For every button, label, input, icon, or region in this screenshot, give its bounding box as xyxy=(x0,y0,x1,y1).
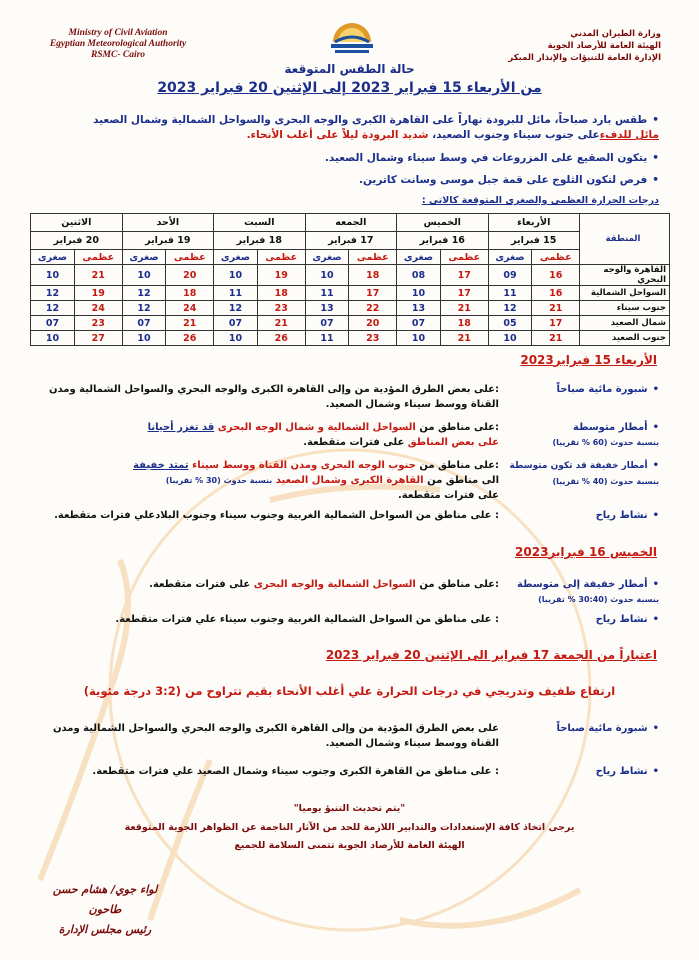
min-temp-cell: 11 xyxy=(488,286,532,301)
max-temp-cell: 18 xyxy=(257,286,305,301)
max-temp-cell: 21 xyxy=(532,331,580,346)
update-note: "يتم تحديث التنبؤ يوميا" xyxy=(293,803,406,814)
min-temp-cell: 11 xyxy=(305,331,349,346)
summary-b1-part-d: شديد البرودة ليلاً على أغلب الأنحاء. xyxy=(246,129,429,141)
min-temp-cell: 10 xyxy=(31,331,75,346)
safety-wish: الهيئة العامة للأرصاد الجوية تتمنى السلامة للجميع xyxy=(234,840,465,851)
min-temp-cell: 12 xyxy=(31,301,75,316)
max-temp-cell: 24 xyxy=(166,301,214,316)
region-name: شمال الصعيد xyxy=(580,316,670,331)
min-temp-cell: 10 xyxy=(214,265,258,286)
sec2-rain-label: •أمطار خفيفة إلى متوسطة بنسبة حدوث (30:40 % تقريبا) xyxy=(517,579,659,604)
min-temp-cell: 10 xyxy=(488,331,532,346)
sec2-rain-row xyxy=(40,577,659,611)
max-label-day-6: عظمى xyxy=(74,250,122,265)
sec1-fog-row xyxy=(40,382,659,414)
header-en-line-1: Ministry of Civil Aviation xyxy=(68,28,168,38)
day-name-3: الجمعه xyxy=(305,214,396,232)
max-temp-cell: 26 xyxy=(166,331,214,346)
day-date-1: 15 فبراير xyxy=(488,232,579,250)
precaution-note: يرجى اتخاذ كافة الإستعدادات والتدابير اللازمة للحد من الآثار الناجمة عن الظواهر الجوية المتوقعة xyxy=(124,822,575,833)
sec2-wind-label: •نشاط رياح xyxy=(595,614,659,625)
min-temp-cell: 11 xyxy=(214,286,258,301)
min-temp-cell: 12 xyxy=(122,301,166,316)
section-fri-mon-title: اعتباراً من الجمعة 17 فبراير الى الإثنين 20 فبراير 2023 xyxy=(325,648,657,662)
table-row xyxy=(31,301,670,316)
sec1-light-rain-text: :على مناطق من جنوب الوجه البحرى ومدن القناة ووسط سيناء تمتد خفيفة الى مناطق من القاهرة الكبرى وشمال الصعيد بنسبة حدوث (30 % تقريبا) على فترات متقطعة. xyxy=(133,460,499,501)
max-label-day-3: عظمى xyxy=(349,250,397,265)
summary-b1-part-c: على جنوب سيناء وجنوب الصعيد، xyxy=(432,129,600,141)
forecast-title: حالة الطقس المتوقعة xyxy=(284,62,415,76)
header-ar-line-1: وزارة الطيران المدني xyxy=(570,29,661,39)
sec3-wind-text: : على مناطق من القاهرة الكبرى وجنوب سيناء وشمال الصعيد علي فترات متقطعة. xyxy=(92,766,499,777)
min-temp-cell: 12 xyxy=(488,301,532,316)
min-temp-cell: 10 xyxy=(305,265,349,286)
min-temp-cell: 07 xyxy=(122,316,166,331)
sec3-wind-row xyxy=(40,764,659,782)
temperature-table xyxy=(30,213,670,346)
day-date-6: 20 فبراير xyxy=(31,232,123,250)
max-temp-cell: 21 xyxy=(257,316,305,331)
day-name-5: الأحد xyxy=(122,214,213,232)
max-temp-cell: 23 xyxy=(349,331,397,346)
max-temp-cell: 21 xyxy=(532,301,580,316)
sec1-fog-text: :على بعض الطرق المؤدية من وإلى القاهرة الكبرى والوجه البحري والسواحل الشمالية ومدن القناة ووسط سيناء وشمال الصعيد. xyxy=(48,384,499,410)
max-temp-cell: 20 xyxy=(166,265,214,286)
max-label-day-5: عظمى xyxy=(166,250,214,265)
signature-title: رئيس مجلس الإدارة xyxy=(58,923,152,936)
region-name: جنوب الصعيد xyxy=(580,331,670,346)
max-temp-cell: 23 xyxy=(257,301,305,316)
min-temp-cell: 08 xyxy=(397,265,441,286)
summary-bullet-1: •طقس بارد صباحاً، مائل للبرودة نهاراً على القاهرة الكبرى والوجه البحرى والسواحل الشمالية وشمال الصعيد مائل للدفءعلى جنوب سيناء وجنوب الصعيد، شديد البرودة ليلاً على أغلب الأنحاء. xyxy=(93,114,659,141)
ema-logo xyxy=(329,20,375,60)
min-label-day-5: صغرى xyxy=(122,250,166,265)
signature-name: لواء جوي/ هشام حسن طاحون xyxy=(52,883,158,916)
max-temp-cell: 18 xyxy=(440,316,488,331)
max-temp-cell: 19 xyxy=(74,286,122,301)
max-label-day-1: عظمى xyxy=(532,250,580,265)
min-label-day-6: صغرى xyxy=(31,250,75,265)
region-name: جنوب سيناء xyxy=(580,301,670,316)
max-temp-cell: 23 xyxy=(74,316,122,331)
max-temp-cell: 17 xyxy=(440,265,488,286)
max-temp-cell: 18 xyxy=(166,286,214,301)
table-row xyxy=(31,265,670,286)
temperature-rise-note: ارتفاع طفيف وتدريجي في درجات الحرارة علي أغلب الأنحاء بقيم تتراوح من (3:2 درجة مئوية) xyxy=(83,684,616,698)
max-temp-cell: 17 xyxy=(532,316,580,331)
header-en-line-3: RSMC- Cairo xyxy=(90,50,146,60)
sec1-wind-row xyxy=(40,508,659,526)
min-temp-cell: 13 xyxy=(305,301,349,316)
day-name-2: الخميس xyxy=(397,214,488,232)
summary-b1-part-b: مائل للدفء xyxy=(599,129,659,141)
min-temp-cell: 05 xyxy=(488,316,532,331)
sec1-wind-text: : على مناطق من السواحل الشمالية الغربية وجنوب سيناء وجنوب البلادعلي فترات متقطعة. xyxy=(54,510,499,521)
table-row xyxy=(31,286,670,301)
max-min-header-row xyxy=(31,250,670,265)
region-name: السواحل الشمالية xyxy=(580,286,670,301)
region-name: القاهرة والوجه البحري xyxy=(580,265,670,286)
header-en-line-2: Egyptian Meteorological Authority xyxy=(49,39,187,49)
max-temp-cell: 27 xyxy=(74,331,122,346)
header-arabic xyxy=(471,28,661,64)
header-ar-line-2: الهيئة العامة للأرصاد الجوية xyxy=(547,41,661,51)
min-temp-cell: 12 xyxy=(214,301,258,316)
max-label-day-2: عظمى xyxy=(440,250,488,265)
min-label-day-4: صغرى xyxy=(214,250,258,265)
sec1-fog-label: •شبورة مائية صباحاً xyxy=(556,384,659,395)
day-name-6: الاثنين xyxy=(31,214,123,232)
max-temp-cell: 26 xyxy=(257,331,305,346)
sec1-light-rain-label: •أمطار خفيفة قد تكون متوسطة بنسبة حدوث (40 % تقريبا) xyxy=(509,460,659,486)
max-temp-cell: 21 xyxy=(166,316,214,331)
sec3-fog-label: •شبورة مائية صباحاً xyxy=(556,723,659,734)
max-temp-cell: 17 xyxy=(349,286,397,301)
max-temp-cell: 24 xyxy=(74,301,122,316)
sec1-light-rain-row xyxy=(40,458,659,504)
min-temp-cell: 10 xyxy=(214,331,258,346)
min-temp-cell: 07 xyxy=(397,316,441,331)
min-temp-cell: 10 xyxy=(397,286,441,301)
sec1-rain-row xyxy=(40,420,659,454)
min-temp-cell: 10 xyxy=(397,331,441,346)
max-temp-cell: 16 xyxy=(532,286,580,301)
sec3-fog-row xyxy=(40,721,659,753)
sec1-rain-text: :على مناطق من السواحل الشمالية و شمال الوجه البحرى قد تغزر أحيانا على بعض المناطق على فترات متقطعة. xyxy=(147,422,499,448)
min-temp-cell: 10 xyxy=(122,331,166,346)
sec3-wind-label: •نشاط رياح xyxy=(595,766,659,777)
max-temp-cell: 19 xyxy=(257,265,305,286)
min-temp-cell: 11 xyxy=(305,286,349,301)
min-temp-cell: 07 xyxy=(31,316,75,331)
summary-b2-text: يتكون الصقيع على المزروعات في وسط سيناء وشمال الصعيد. xyxy=(324,152,648,164)
header-english xyxy=(38,28,198,61)
max-label-day-4: عظمى xyxy=(257,250,305,265)
table-caption: درجات الحرارة العظمى والصغرى المتوقعة كالاتي : xyxy=(421,195,659,206)
max-temp-cell: 18 xyxy=(349,265,397,286)
max-temp-cell: 21 xyxy=(74,265,122,286)
summary-bullet-3: •فرص لتكون الثلوج على قمة جبل موسى وسانت كاترين. xyxy=(358,174,659,186)
max-temp-cell: 17 xyxy=(440,286,488,301)
summary-b3-text: فرص لتكون الثلوج على قمة جبل موسى وسانت كاترين. xyxy=(358,174,648,186)
min-label-day-3: صغرى xyxy=(305,250,349,265)
temperature-rows xyxy=(31,265,670,346)
region-header: المنطقة xyxy=(580,214,670,265)
table-row xyxy=(31,331,670,346)
min-temp-cell: 10 xyxy=(122,265,166,286)
section-wed-title: الأربعاء 15 فبراير2023 xyxy=(520,353,657,367)
summary-bullet-2: •يتكون الصقيع على المزروعات في وسط سيناء وشمال الصعيد. xyxy=(324,152,659,164)
sec3-fog-text: على بعض الطرق المؤدية من وإلى القاهرة الكبرى والوجه البحري والسواحل الشمالية ومدن القناة ووسط سيناء وشمال الصعيد. xyxy=(52,723,499,749)
table-row xyxy=(31,316,670,331)
min-label-day-2: صغرى xyxy=(397,250,441,265)
sec1-rain-label: •أمطار متوسطة بنسبة حدوث (60 % تقريبا) xyxy=(552,422,659,447)
min-temp-cell: 12 xyxy=(31,286,75,301)
min-temp-cell: 12 xyxy=(122,286,166,301)
signature-block xyxy=(40,880,170,940)
sec2-wind-row xyxy=(40,612,659,630)
summary-b1-part-a: طقس بارد صباحاً، مائل للبرودة نهاراً على القاهرة الكبرى والوجه البحرى والسواحل الشمالية وشمال الصعيد xyxy=(93,114,648,126)
forecast-period: من الأربعاء 15 فبراير 2023 إلى الإثنين 20 فبراير 2023 xyxy=(157,80,542,96)
sec2-rain-text: :على مناطق من السواحل الشمالية والوجه البحرى على فترات متقطعة. xyxy=(149,579,499,590)
sec1-wind-label: •نشاط رياح xyxy=(595,510,659,521)
day-date-4: 18 فبراير xyxy=(214,232,305,250)
min-temp-cell: 10 xyxy=(31,265,75,286)
section-thu-title: الخميس 16 فبراير2023 xyxy=(515,545,657,559)
day-date-3: 17 فبراير xyxy=(305,232,396,250)
day-name-4: السبت xyxy=(214,214,305,232)
min-label-day-1: صغرى xyxy=(488,250,532,265)
sec2-wind-text: : على مناطق من السواحل الشمالية الغربية وجنوب سيناء علي فترات متقطعة. xyxy=(115,614,499,625)
min-temp-cell: 09 xyxy=(488,265,532,286)
day-date-2: 16 فبراير xyxy=(397,232,488,250)
header-ar-line-3: الإدارة العامة للتنبؤات والإنذار المبكر xyxy=(508,53,661,63)
max-temp-cell: 20 xyxy=(349,316,397,331)
max-temp-cell: 22 xyxy=(349,301,397,316)
max-temp-cell: 21 xyxy=(440,331,488,346)
day-date-5: 19 فبراير xyxy=(122,232,213,250)
min-temp-cell: 07 xyxy=(305,316,349,331)
day-name-1: الأربعاء xyxy=(488,214,579,232)
min-temp-cell: 13 xyxy=(397,301,441,316)
max-temp-cell: 21 xyxy=(440,301,488,316)
max-temp-cell: 16 xyxy=(532,265,580,286)
min-temp-cell: 07 xyxy=(214,316,258,331)
